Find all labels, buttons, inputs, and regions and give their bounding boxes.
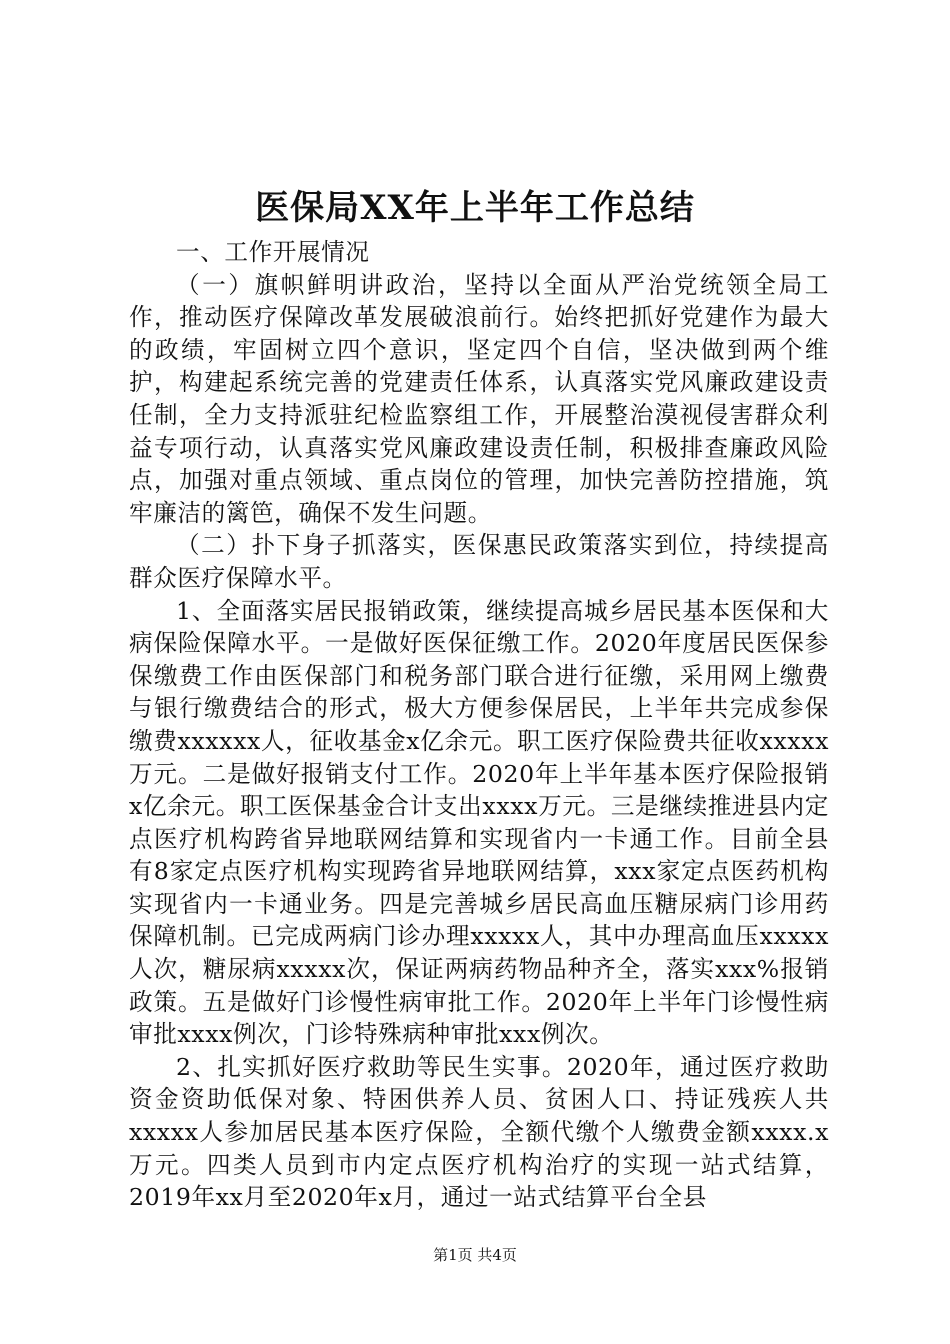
paragraph: 1、全面落实居民报销政策，继续提高城乡居民基本医保和大病保险保障水平。一是做好医保征缴工作。2020年度居民医保参保缴费工作由医保部门和税务部门联合进行征缴，采用网上缴费与银行缴费结合的形式，极大方便参保居民，上半年共完成参保缴费xxxxxx人，征收基金x亿余元。职工医疗保险费共征收xxxxx万元。二是做好报销支付工作。2020年上半年基本医疗保险报销x亿余元。职工医保基金合计支出xxxx万元。三是继续推进县内定点医疗机构跨省异地联网结算和实现省内一卡通工作。目前全县有8家定点医疗机构实现跨省异地联网结算，xxx家定点医药机构实现省内一卡通业务。四是完善城乡居民高血压糖尿病门诊用药保障机制。已完成两病门诊办理xxxxx人，其中办理高血压xxxxx人次，糖尿病xxxxx次，保证两病药物品种齐全，落实xxx%报销政策。五是做好门诊慢性病审批工作。2020年上半年门诊慢性病审批xxxx例次，门诊特殊病种审批xxx例次。	[129, 596, 829, 1049]
paragraph: （二）扑下身子抓落实，医保惠民政策落实到位，持续提高群众医疗保障水平。	[129, 531, 829, 592]
document-body	[129, 236, 829, 1214]
paragraph: 2、扎实抓好医疗救助等民生实事。2020年，通过医疗救助资金资助低保对象、特困供养人员、贫困人口、持证残疾人共xxxxx人参加居民基本医疗保险，全额代缴个人缴费金额xxxx.x万元。四类人员到市内定点医疗机构治疗的实现一站式结算，2019年xx月至2020年x月，通过一站式结算平台全县	[129, 1052, 829, 1212]
section-heading: 一、工作开展情况	[176, 238, 370, 266]
document-title: 医保局XX年上半年工作总结	[255, 188, 695, 228]
page-footer: 第1页 共4页	[433, 1246, 517, 1264]
paragraph: （一）旗帜鲜明讲政治，坚持以全面从严治党统领全局工作，推动医疗保障改革发展破浪前行。始终把抓好党建作为最大的政绩，牢固树立四个意识，坚定四个自信，坚决做到两个维护，构建起系统完善的党建责任体系，认真落实党风廉政建设责任制，全力支持派驻纪检监察组工作，开展整治漠视侵害群众利益专项行动，认真落实党风廉政建设责任制，积极排查廉政风险点，加强对重点领域、重点岗位的管理，加快完善防控措施，筑牢廉洁的篱笆，确保不发生问题。	[129, 270, 829, 527]
